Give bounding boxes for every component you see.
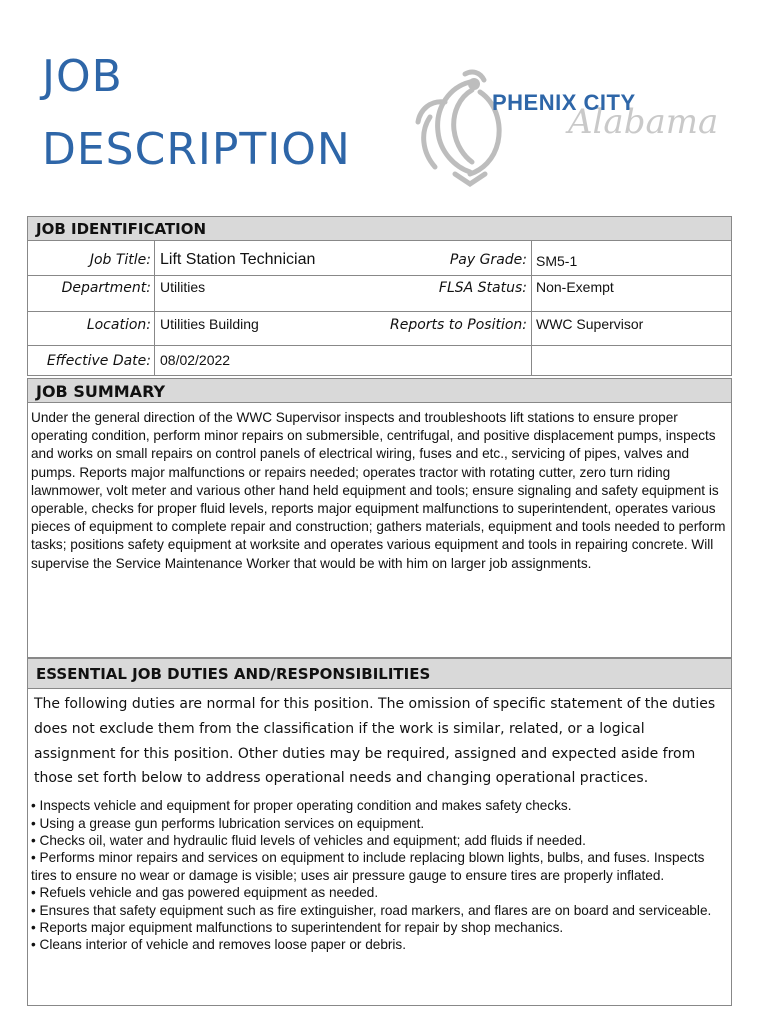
duties-list (31, 797, 731, 954)
duties-intro-text: The following duties are normal for this position. The omission of specific statement of the duties does not exclude them from the classification if the work is similar, related, or a logical assignment for this position. Other duties may be required, assigned and expected aside from those set forth below to address operational needs and changing operational practices. (34, 696, 716, 787)
list-item: • Checks oil, water and hydraulic fluid levels of vehicles and equipment; add fluids if needed. (31, 833, 586, 848)
row-divider (28, 311, 731, 312)
list-item: • Ensures that safety equipment such as fire extinguisher, road markers, and flares are on board and serviceable. (31, 902, 712, 918)
phenix-city-logo (410, 62, 719, 192)
document-title-line1: JOB (42, 51, 123, 102)
job-identification-section (27, 216, 732, 376)
location-value: Utilities Building (160, 316, 259, 332)
department-value: Utilities (160, 279, 206, 295)
effective-date-value: 08/02/2022 (160, 352, 231, 368)
pay-grade-value: SM5-1 (536, 253, 578, 269)
column-divider (531, 241, 532, 375)
job-title-value: Lift Station Technician (160, 251, 316, 268)
department-label: Department: (61, 280, 151, 296)
flsa-status-value: Non-Exempt (536, 279, 614, 295)
list-item: • Reports major equipment malfunctions to superintendent for repair by shop mechanics. (31, 920, 564, 936)
logo-city-text: PHENIX CITY (492, 90, 636, 115)
effective-date-label: Effective Date: (46, 353, 151, 369)
job-summary-section (27, 378, 732, 658)
list-item: • Refuels vehicle and gas powered equipment as needed. (31, 885, 379, 901)
list-item: • Performs minor repairs and services on equipment to include replacing blown lights, bulbs, and fuses. Inspects tires to ensure no wear or damage is visible; uses air pressure gauge to ensure tires are properly inflated. (31, 850, 705, 883)
job-summary-text: Under the general direction of the WWC Supervisor inspects and troubleshoots lift stations to ensure proper operating condition, perform minor repairs on submersible, centrifugal, and positive displacement pumps, inspects and works on small repairs on control panels of electrical wiring, fuses and etc., servicing of pipes, valves and pumps. Reports major malfunctions or repairs needed; operates tractor with rotating cutter, zero turn riding lawnmower, volt meter and various other hand held equipment and tools; ensure signaling and safety equipment is operable, checks for proper fluid levels, reports major equipment malfunctions to superintendent, operates various pieces of equipment to complete repair and construction; gathers materials, equipment and tools needed to perform tasks; positions safety equipment at worksite and operates various equipment and tools in repairing concrete. Will supervise the Service Maintenance Worker that would be with him on larger job assignments. (31, 410, 726, 571)
list-item: • Cleans interior of vehicle and removes loose paper or debris. (31, 937, 407, 953)
section-heading: JOB IDENTIFICATION (28, 217, 731, 241)
reports-to-value: WWC Supervisor (536, 316, 644, 332)
section-heading: ESSENTIAL JOB DUTIES AND/RESPONSIBILITIES (28, 659, 731, 689)
reports-to-label: Reports to Position: (389, 317, 527, 333)
location-label: Location: (86, 317, 151, 333)
row-divider (28, 275, 731, 276)
flsa-status-label: FLSA Status: (438, 280, 527, 296)
document-title-line2: DESCRIPTION (42, 124, 351, 175)
logo-state-text: Alabama (568, 102, 719, 142)
job-title-label: Job Title: (89, 252, 151, 268)
list-item: • Using a grease gun performs lubrication services on equipment. (31, 815, 425, 831)
phoenix-icon (410, 62, 530, 187)
pay-grade-label: Pay Grade: (449, 252, 527, 268)
list-item: • Inspects vehicle and equipment for proper operating condition and makes safety checks. (31, 798, 572, 814)
section-heading: JOB SUMMARY (28, 379, 731, 403)
row-divider (28, 345, 731, 346)
essential-duties-section (27, 658, 732, 1006)
column-divider (154, 241, 155, 375)
